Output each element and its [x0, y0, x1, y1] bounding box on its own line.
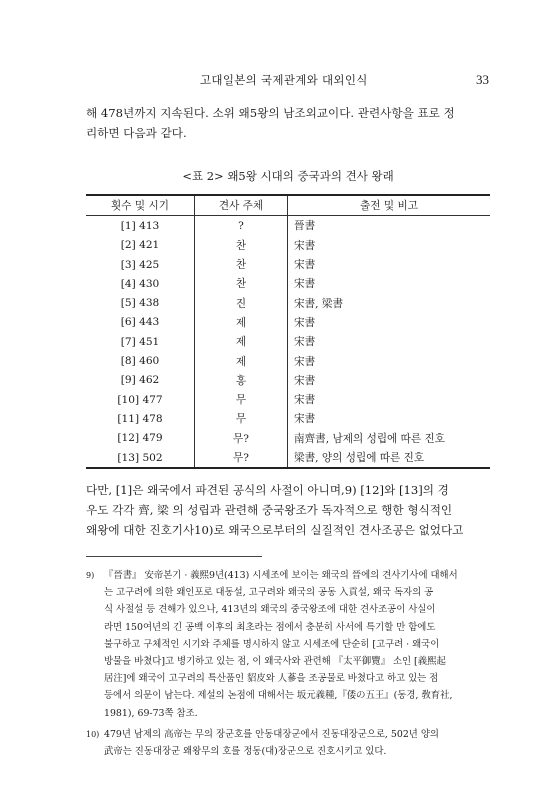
- cell-subject: 진: [195, 293, 288, 312]
- footnote-9-body: [104, 567, 490, 722]
- table-row: [86, 293, 490, 312]
- cell-source: 梁書, 양의 성립에 따른 진호: [288, 448, 491, 468]
- footnote-line: 방물을 바쳤다]고 병기하고 있는 점, 이 왜국사와 관련해 『太平御覽』 소인 [義熙起: [104, 656, 446, 668]
- column-header-source: 출전 및 비고: [288, 195, 491, 216]
- cell-period: [3] 425: [86, 255, 195, 274]
- cell-source: 宋書: [288, 274, 491, 293]
- cell-subject: 찬: [195, 274, 288, 293]
- table-header-row: [86, 195, 490, 216]
- cell-source: 宋書: [288, 351, 491, 370]
- cell-subject: 무?: [195, 448, 288, 468]
- cell-source: 宋書: [288, 236, 491, 255]
- intro-line-2: 리하면 다음과 같다.: [86, 126, 187, 140]
- footnote-10-body: [104, 726, 490, 760]
- cell-subject: 무: [195, 390, 288, 409]
- footnote-9-mark: 9): [86, 571, 95, 580]
- cell-source: 宋書: [288, 409, 491, 428]
- table-row: [86, 371, 490, 390]
- cell-subject: 찬: [195, 255, 288, 274]
- cell-subject: 제: [195, 313, 288, 332]
- cell-source: 宋書: [288, 313, 491, 332]
- footnote-line: 불구하고 구체적인 시기와 주체를 명시하지 않고 시세조에 단순히 [고구려 · 왜국이: [104, 638, 440, 650]
- table-row: [86, 390, 490, 409]
- footnote-line: 居注]에 왜국이 고구려의 특산품인 貂皮와 人蔘을 조공물로 바쳤다고 하고 있는 점: [104, 673, 439, 685]
- footnote-line: 식 사절설 등 견해가 있으나, 413년의 왜국의 중국왕조에 대한 견사조공이 사실이: [104, 604, 436, 616]
- footnote-divider: [86, 556, 262, 557]
- cell-subject: 제: [195, 351, 288, 370]
- cell-source: 宋書, 梁書: [288, 293, 491, 312]
- cell-source: 晉書: [288, 216, 491, 236]
- footnote-line: 479년 남제의 高帝는 무의 장군호를 안동대장군에서 진동대장군으로, 502년 양의: [104, 729, 439, 740]
- running-title: 고대일본의 국제관계와 대외인식: [200, 73, 368, 87]
- column-header-period: 횟수 및 시기: [86, 195, 195, 216]
- footnote-10-mark: 10): [86, 730, 100, 739]
- cell-period: [13] 502: [86, 448, 195, 468]
- discussion-line-2: 우도 각각 齊, 梁 의 성립과 관련해 중국왕조가 독자적으로 행한 형식적인: [86, 503, 453, 517]
- cell-period: [10] 477: [86, 390, 195, 409]
- table-row: [86, 255, 490, 274]
- running-header: [0, 72, 560, 88]
- cell-period: [4] 430: [86, 274, 195, 293]
- cell-subject: ?: [195, 216, 288, 236]
- table-row: [86, 448, 490, 468]
- footnote-line: 라면 150여년의 긴 공백 이후의 최초라는 점에서 충분히 사서에 특기할 만 함에도: [104, 621, 436, 633]
- footnote-line: 武帝는 진동대장군 왜왕무의 호를 정동(대)장군으로 진호시키고 있다.: [104, 746, 387, 758]
- table-row: [86, 409, 490, 428]
- footnote-line: 『晉書』 安帝본기 · 義熙9년(413) 시세조에 보이는 왜국의 晉에의 견사기사에 대해서: [104, 570, 458, 581]
- table-body: [86, 216, 490, 468]
- cell-subject: 무?: [195, 429, 288, 448]
- cell-period: [8] 460: [86, 351, 195, 370]
- cell-period: [5] 438: [86, 293, 195, 312]
- cell-subject: 홍: [195, 371, 288, 390]
- footnote-10: [86, 726, 490, 760]
- cell-source: 宋書: [288, 332, 491, 351]
- envoy-table: [86, 194, 490, 469]
- table-row: [86, 236, 490, 255]
- cell-period: [12] 479: [86, 429, 195, 448]
- table-row: [86, 216, 490, 236]
- intro-paragraph: [86, 103, 490, 143]
- table-row: [86, 351, 490, 370]
- table-row: [86, 429, 490, 448]
- cell-subject: 제: [195, 332, 288, 351]
- table-row: [86, 274, 490, 293]
- footnote-line: 1981), 69-73쪽 참조.: [104, 707, 198, 719]
- footnote-9: [86, 567, 490, 722]
- cell-source: 宋書: [288, 255, 491, 274]
- cell-subject: 무: [195, 409, 288, 428]
- intro-line-1: 해 478년까지 지속된다. 소위 왜5왕의 남조외교이다. 관련사항을 표로 정: [86, 106, 455, 120]
- discussion-line-3: 왜왕에 대한 진호기사10)로 왜국으로부터의 실질적인 견사조공은 없었다고: [86, 523, 464, 537]
- cell-period: [2] 421: [86, 236, 195, 255]
- cell-period: [6] 443: [86, 313, 195, 332]
- footnote-line: 등에서 의문이 남는다. 제설의 논점에 대해서는 坂元義種,『倭の五王』(동경, 敎育社,: [104, 690, 453, 702]
- discussion-line-1: 다만, [1]은 왜국에서 파견된 공식의 사절이 아니며,9) [12]와 [13]의 경: [86, 483, 449, 497]
- cell-period: [1] 413: [86, 216, 195, 236]
- cell-source: 南齊書, 남제의 성립에 따른 진호: [288, 429, 491, 448]
- cell-source: 宋書: [288, 390, 491, 409]
- cell-period: [7] 451: [86, 332, 195, 351]
- table-row: [86, 313, 490, 332]
- discussion-paragraph: [86, 480, 490, 540]
- table-caption: <표 2> 왜5왕 시대의 중국과의 견사 왕래: [182, 169, 394, 183]
- column-header-subject: 견사 주체: [195, 195, 288, 216]
- cell-period: [9] 462: [86, 371, 195, 390]
- footnote-line: 는 고구려에 의한 왜인포로 대동설, 고구려와 왜국의 공동 入貢설, 왜국 독자의 공: [104, 587, 434, 599]
- cell-period: [11] 478: [86, 409, 195, 428]
- table-row: [86, 332, 490, 351]
- cell-subject: 찬: [195, 236, 288, 255]
- page-number: 33: [476, 72, 489, 87]
- cell-source: 宋書: [288, 371, 491, 390]
